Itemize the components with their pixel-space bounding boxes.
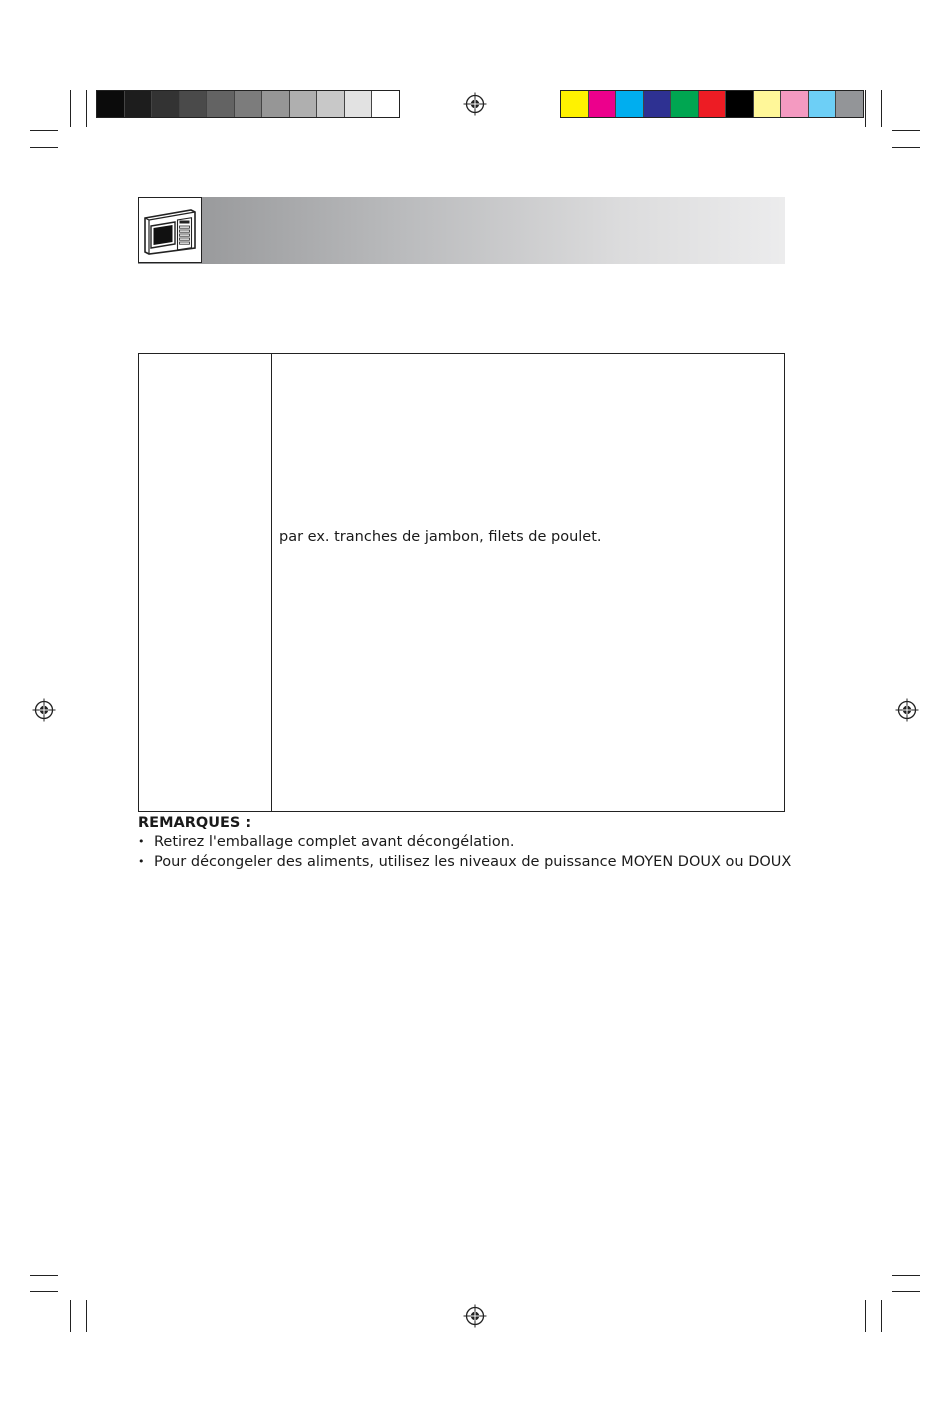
grayscale-color-bar: [96, 90, 400, 118]
color-swatch: [671, 91, 699, 117]
color-swatch: [754, 91, 782, 117]
color-swatch: [781, 91, 809, 117]
color-swatch: [616, 91, 644, 117]
header-icon-box: [138, 197, 202, 263]
color-swatch: [317, 91, 345, 117]
color-swatch: [372, 91, 399, 117]
color-swatch: [561, 91, 589, 117]
process-color-bar: [560, 90, 864, 118]
color-swatch: [125, 91, 153, 117]
registration-mark-icon: [32, 698, 56, 722]
color-swatch: [836, 91, 863, 117]
table-column-divider: [271, 353, 272, 812]
remark-item: [138, 834, 515, 850]
color-swatch: [809, 91, 837, 117]
registration-mark-icon: [463, 92, 487, 116]
color-swatch: [726, 91, 754, 117]
color-swatch: [290, 91, 318, 117]
color-swatch: [644, 91, 672, 117]
color-swatch: [97, 91, 125, 117]
remark-text: Pour décongeler des aliments, utilisez les niveaux de puissance MOYEN DOUX ou DOUX: [154, 854, 792, 870]
table-cell-text: par ex. tranches de jambon, filets de poulet.: [279, 529, 602, 545]
color-swatch: [699, 91, 727, 117]
section-header-band: [138, 197, 785, 264]
color-swatch: [589, 91, 617, 117]
registration-mark-icon: [463, 1304, 487, 1328]
bullet: •: [138, 855, 145, 868]
remarks-title: REMARQUES :: [138, 815, 252, 831]
color-swatch: [235, 91, 263, 117]
microwave-oven-icon: [139, 198, 201, 262]
remark-text: Retirez l'emballage complet avant décongélation.: [154, 834, 515, 850]
bullet: •: [138, 835, 145, 848]
color-swatch: [345, 91, 373, 117]
color-swatch: [207, 91, 235, 117]
remark-item: [138, 854, 791, 870]
color-swatch: [152, 91, 180, 117]
registration-mark-icon: [895, 698, 919, 722]
defrost-table: [138, 353, 785, 812]
color-swatch: [262, 91, 290, 117]
color-swatch: [180, 91, 208, 117]
